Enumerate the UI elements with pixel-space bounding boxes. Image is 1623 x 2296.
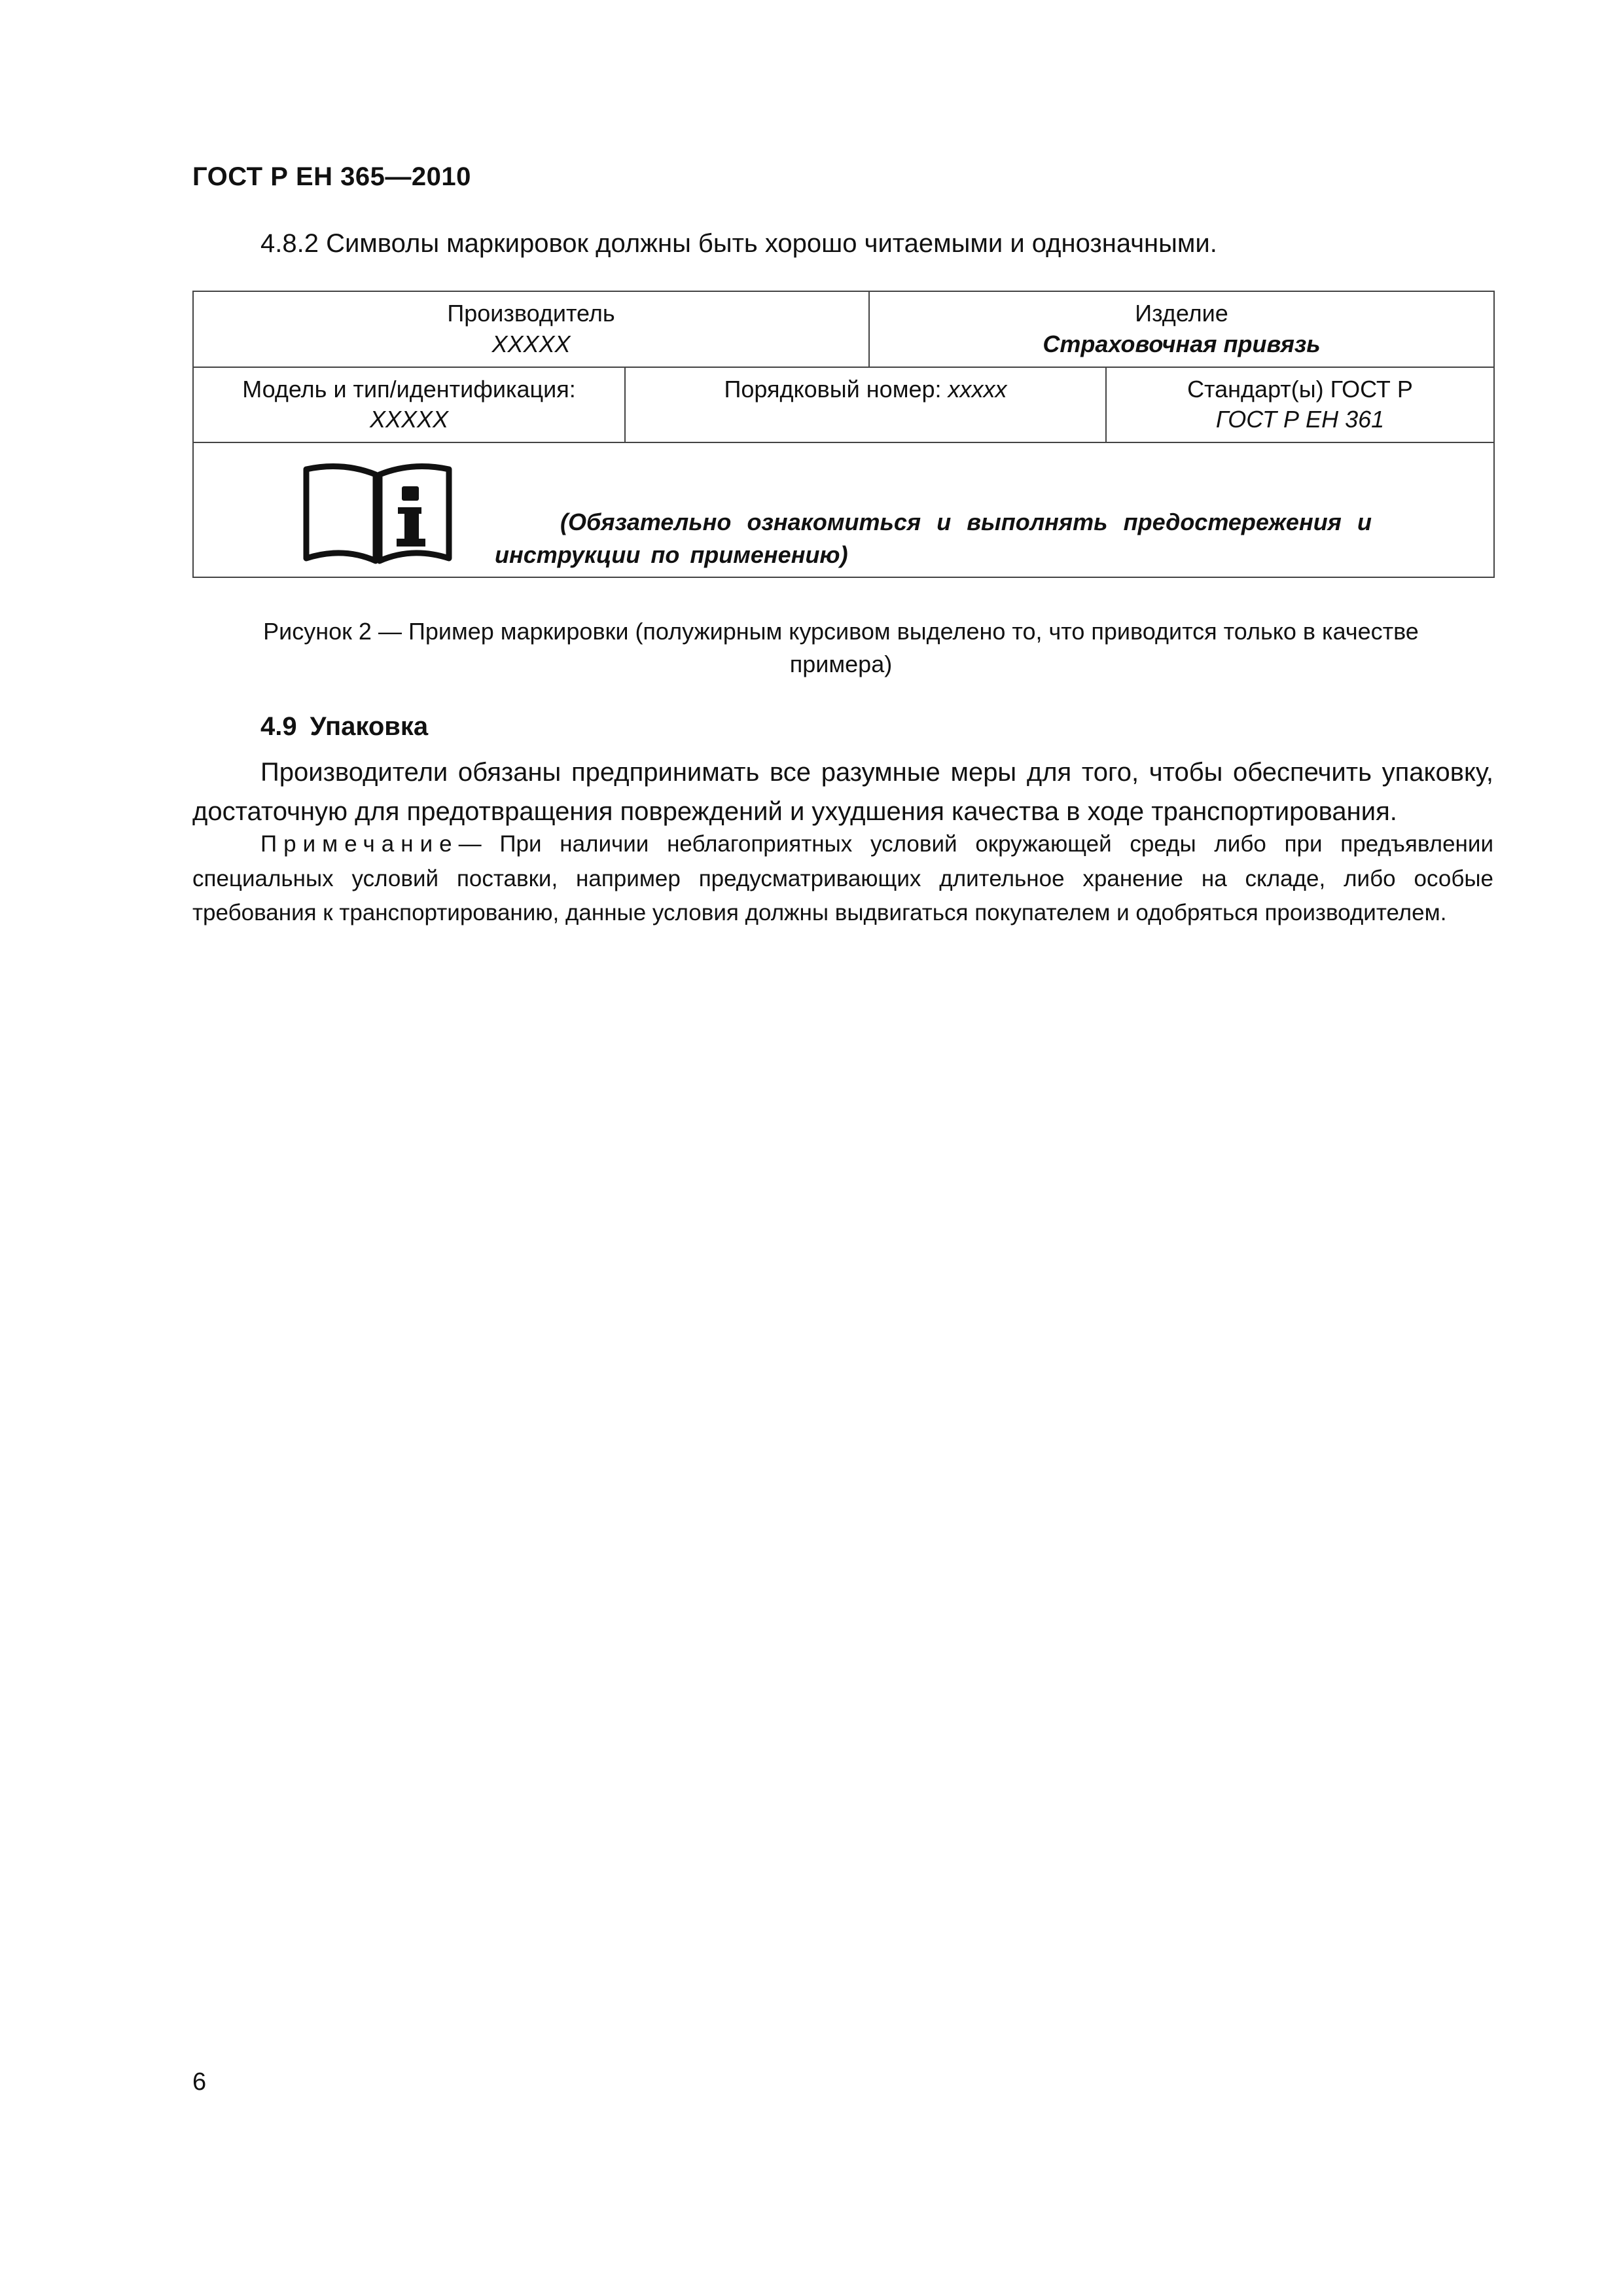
packaging-note (192, 827, 1493, 931)
model-cell (193, 367, 625, 443)
manufacturer-value: XXXXX (491, 330, 571, 357)
model-value: XXXXX (369, 406, 449, 433)
packaging-paragraph: Производители обязаны предпринимать все разумные меры для того, чтобы обеспечить упаковку, достаточную для предотвращения повреждений и ухудшения качества в ходе транспортирования. (192, 758, 1493, 826)
manufacturer-label: Производитель (447, 300, 615, 327)
product-cell (869, 291, 1494, 367)
note-text: — При наличии неблагоприятных условий окружающей среды либо при предъявлении специальных условий поставки, например предусматривающих длительное хранение на складе, либо особые требования к транспортированию, данные условия должны выдвигаться покупателем и одобряться производителем. (192, 831, 1493, 925)
read-instructions-manual-icon (302, 463, 453, 567)
manufacturer-cell (193, 291, 869, 367)
standard-label: Стандарт(ы) ГОСТ Р (1187, 375, 1413, 403)
instructions-warning-text: (Обязательно ознакомиться и выполнять предостережения и инструкции по применению) (495, 509, 1372, 568)
marking-row-identification (193, 367, 1494, 443)
serial-number-label: Порядковый номер: (724, 375, 942, 403)
page-number: 6 (192, 2068, 207, 2096)
note-label: Примечание (260, 831, 459, 857)
product-value: Страховочная привязь (1043, 330, 1321, 357)
standard-cell (1106, 367, 1494, 443)
section-number: 4.9 (260, 712, 297, 741)
marking-row-instructions (193, 442, 1494, 577)
instructions-cell (193, 442, 1494, 577)
clause-4-8-2: 4.8.2 Символы маркировок должны быть хорошо читаемыми и однозначными. (260, 229, 1217, 258)
product-label: Изделие (1135, 300, 1228, 327)
serial-number-cell (625, 367, 1106, 443)
standard-value: ГОСТ Р ЕН 361 (1215, 406, 1385, 433)
section-4-9-heading (260, 712, 428, 742)
marking-row-manufacturer-product (193, 291, 1494, 367)
serial-number-value: xxxxx (948, 375, 1007, 403)
figure-caption: Рисунок 2 — Пример маркировки (полужирным курсивом выделено то, что приводится только в качестве примера) (263, 618, 1419, 677)
model-label: Модель и тип/идентификация: (242, 375, 576, 403)
marking-example-table (192, 291, 1495, 578)
document-code-header: ГОСТ Р ЕН 365—2010 (192, 162, 471, 191)
section-title: Упаковка (310, 712, 429, 741)
